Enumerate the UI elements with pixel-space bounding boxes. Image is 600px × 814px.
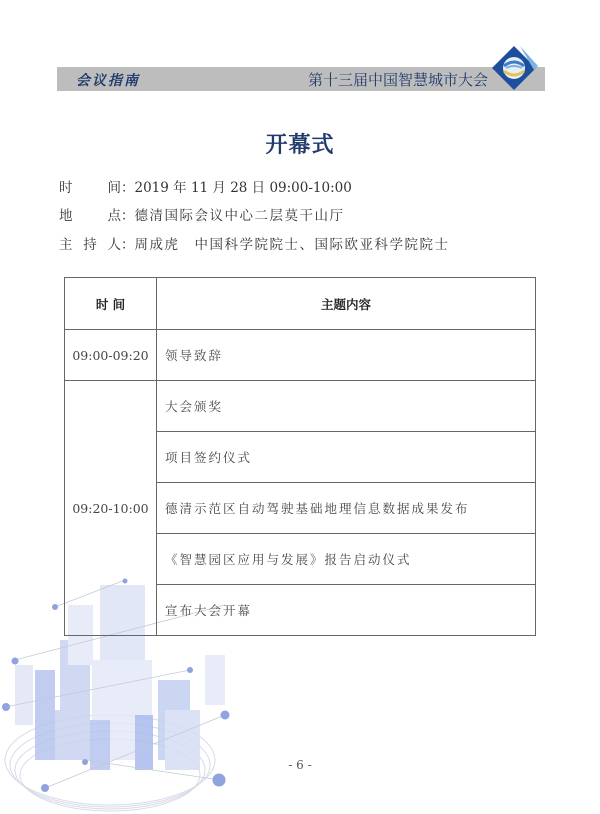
topic-cell: 大会颁奖 — [157, 381, 536, 432]
info-label: 主 持 人 — [59, 237, 121, 253]
time-cell: 09:20-10:00 — [65, 381, 157, 636]
table-row — [65, 330, 536, 381]
table-header-row — [65, 278, 536, 330]
column-header-time: 时 间 — [65, 278, 157, 330]
info-host-value: 周成虎 中国科学院院士、国际欧亚科学院院士 — [134, 237, 450, 253]
header-section-label: 会议指南 — [76, 73, 140, 89]
info-time: 时 间 ：2019 年 11 月 28 日 09:00-10:00 — [59, 176, 352, 196]
topic-cell: 宣布大会开幕 — [157, 585, 536, 636]
topic-cell: 《智慧园区应用与发展》报告启动仪式 — [157, 534, 536, 585]
table-row — [65, 381, 536, 432]
globe-diamond-logo-icon — [490, 44, 538, 92]
info-label: 地 点 — [59, 208, 121, 224]
info-host: 主 持 人 ：周成虎 中国科学院院士、国际欧亚科学院院士 — [59, 233, 450, 253]
info-time-value: 2019 年 11 月 28 日 09:00-10:00 — [134, 180, 352, 196]
page-number: - 6 - — [288, 758, 312, 772]
info-location: 地 点 ：德清国际会议中心二层莫干山厅 — [59, 204, 345, 224]
header-conference-name: 第十三届中国智慧城市大会 — [307, 71, 488, 89]
time-cell: 09:00-09:20 — [65, 330, 157, 381]
page-title: 开幕式 — [265, 133, 335, 158]
topic-cell: 领导致辞 — [157, 330, 536, 381]
info-label: 时 间 — [59, 180, 121, 196]
schedule-table — [64, 277, 536, 636]
info-location-value: 德清国际会议中心二层莫干山厅 — [134, 208, 345, 224]
topic-cell: 德清示范区自动驾驶基础地理信息数据成果发布 — [157, 483, 536, 534]
topic-cell: 项目签约仪式 — [157, 432, 536, 483]
column-header-topic: 主题内容 — [157, 278, 536, 330]
